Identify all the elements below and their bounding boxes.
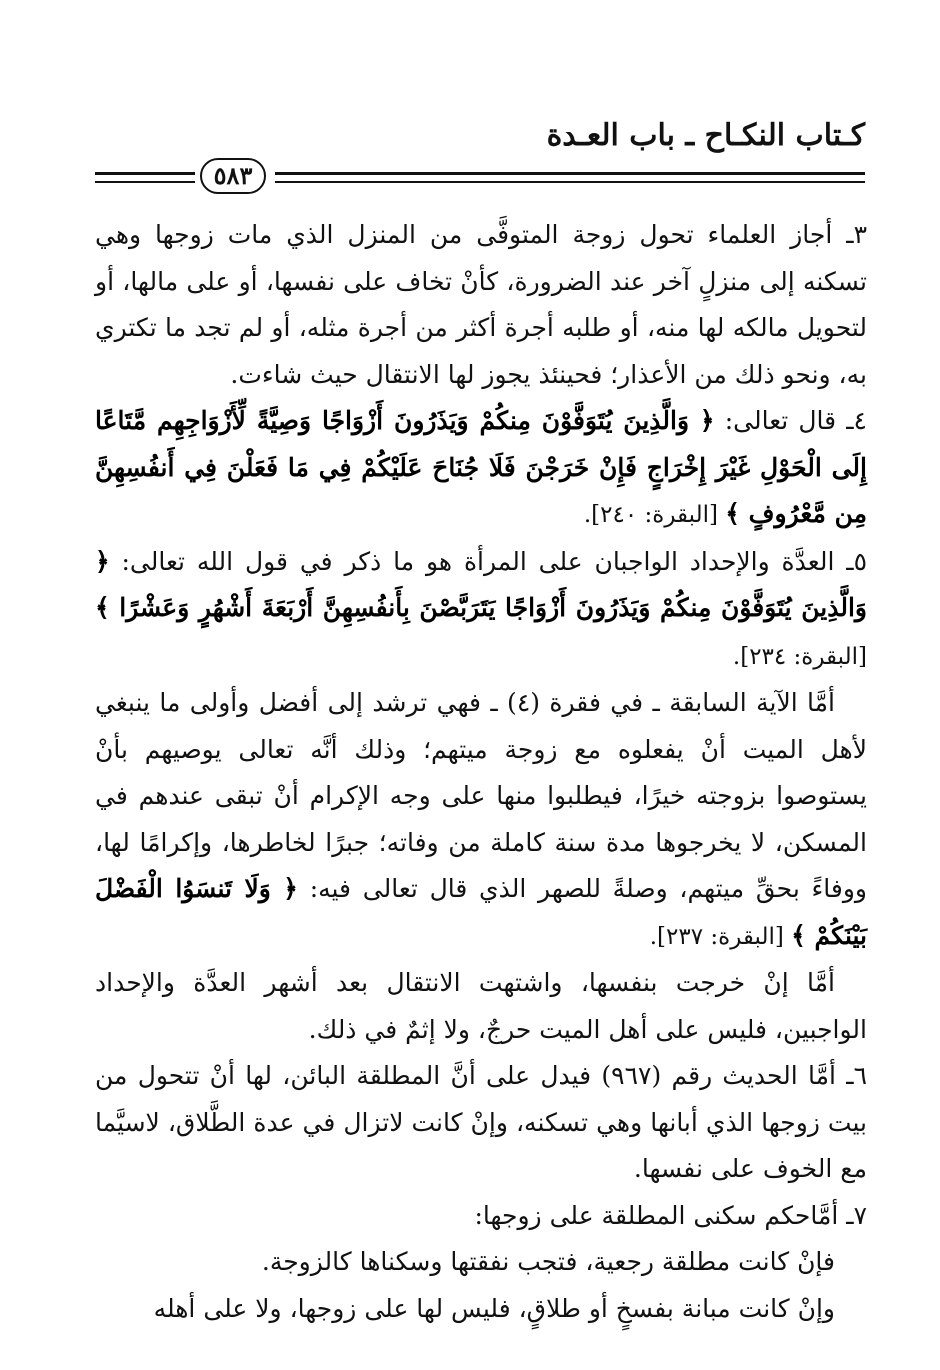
paragraph-commentary (95, 680, 867, 960)
paragraph-4-intro: ٤ـ قال تعالى: (714, 406, 867, 435)
header-rule-left (95, 172, 195, 183)
quran-verse-234: ﴿ وَالَّذِينَ يُتَوَفَّوْنَ مِنكُمْ وَيَذَرُونَ أَزْوَاجًا يَتَرَبَّصْنَ بِأَنفُسِهِنَّ أَرْبَعَةَ أَشْهُرٍ وَعَشْرًا ﴾ (95, 546, 867, 622)
body-text (95, 212, 867, 1332)
paragraph-leaving: أمَّا إنْ خرجت بنفسها، واشتهت الانتقال بعد أشهر العدَّة والإحداد الواجبين، فليس على أهل الميت حرجٌ، ولا إثمٌ في ذلك. (95, 968, 867, 1044)
paragraph-6: ٦ـ أمَّا الحديث رقم (٩٦٧) فيدل على أنَّ المطلقة البائن، لها أنْ تتحول من بيت زوجها الذي أبانها وهي تسكنه، وإنْ كانت لاتزال في عدة الطَّلاق، لاسيَّما مع الخوف على نفسها. (95, 1061, 867, 1183)
quran-reference-240: [البقرة: ٢٤٠]. (583, 502, 726, 528)
quran-reference-237: [البقرة: ٢٣٧]. (649, 923, 792, 950)
commentary-text: أمَّا الآية السابقة ـ في فقرة (٤) ـ فهي ترشد إلى أفضل وأولى ما ينبغي لأهل الميت أنْ يفعلوه مع زوجة ميتهم؛ وذلك أنَّه تعالى يوصيهم بأنْ يستوصوا بزوجته خيرًا، فيطلبوا منها على وجه الإكرام أنْ تبقى عندهم في المسكن، لا يخرجوها مدة سنة كاملة من وفاته؛ جبرًا لخاطرها، وإكرامًا لها، ووفاءً بحقِّ ميتهم، وصلةً للصهر الذي قال تعالى فيه: (95, 688, 867, 903)
paragraph-5-intro: ٥ـ العدَّة والإحداد الواجبان على المرأة هو ما ذكر في قول الله تعالى: (109, 546, 867, 576)
running-title: كـتاب النكـاح ـ باب العـدة (546, 118, 865, 153)
paragraph-irrevocable: وإنْ كانت مبانة بفسخٍ أو طلاقٍ، فليس لها على زوجها، ولا على أهله (153, 1293, 835, 1323)
page-header (95, 118, 865, 188)
quran-verse-237: ﴿ وَلَا تَنسَوُا الْفَضْلَ بَيْنَكُمْ ﴾ (95, 874, 867, 950)
quran-verse-240: ﴿ وَالَّذِينَ يُتَوَفَّوْنَ مِنكُمْ وَيَذَرُونَ أَزْوَاجًا وَصِيَّةً لِّأَزْوَاجِهِم مَّتَاعًا إِلَى الْحَوْلِ غَيْرَ إِخْرَاجٍ فَإِنْ خَرَجْنَ فَلَا جُنَاحَ عَلَيْكُمْ فِي مَا فَعَلْنَ فِي أَنفُسِهِنَّ مِن مَّعْرُوفٍ ﴾ (95, 406, 867, 528)
paragraph-5 (95, 539, 867, 681)
paragraph-7: ٧ـ أمَّاحكم سكنى المطلقة على زوجها: (474, 1200, 867, 1230)
paragraph-3: ٣ـ أجاز العلماء تحول زوجة المتوفَّى من المنزل الذي مات زوجها وهي تسكنه إلى منزلٍ آخر عند الضرورة، كأنْ تخاف على نفسها، أو على مالها، أو لتحويل مالكه لها منه، أو طلبه أجرة أكثر من أجرة مثله، أو لم تجد ما تكتري به، ونحو ذلك من الأعذار؛ فحينئذ يجوز لها الانتقال حيث شاءت. (95, 220, 867, 389)
header-rule (95, 158, 865, 198)
page-number: ٥٨٣ (200, 158, 266, 194)
paragraph-4 (95, 398, 867, 539)
paragraph-revocable: فإنْ كانت مطلقة رجعية، فتجب نفقتها وسكناها كالزوجة. (261, 1247, 835, 1276)
header-rule-right (275, 172, 865, 183)
quran-reference-234: [البقرة: ٢٣٤]. (732, 643, 867, 670)
